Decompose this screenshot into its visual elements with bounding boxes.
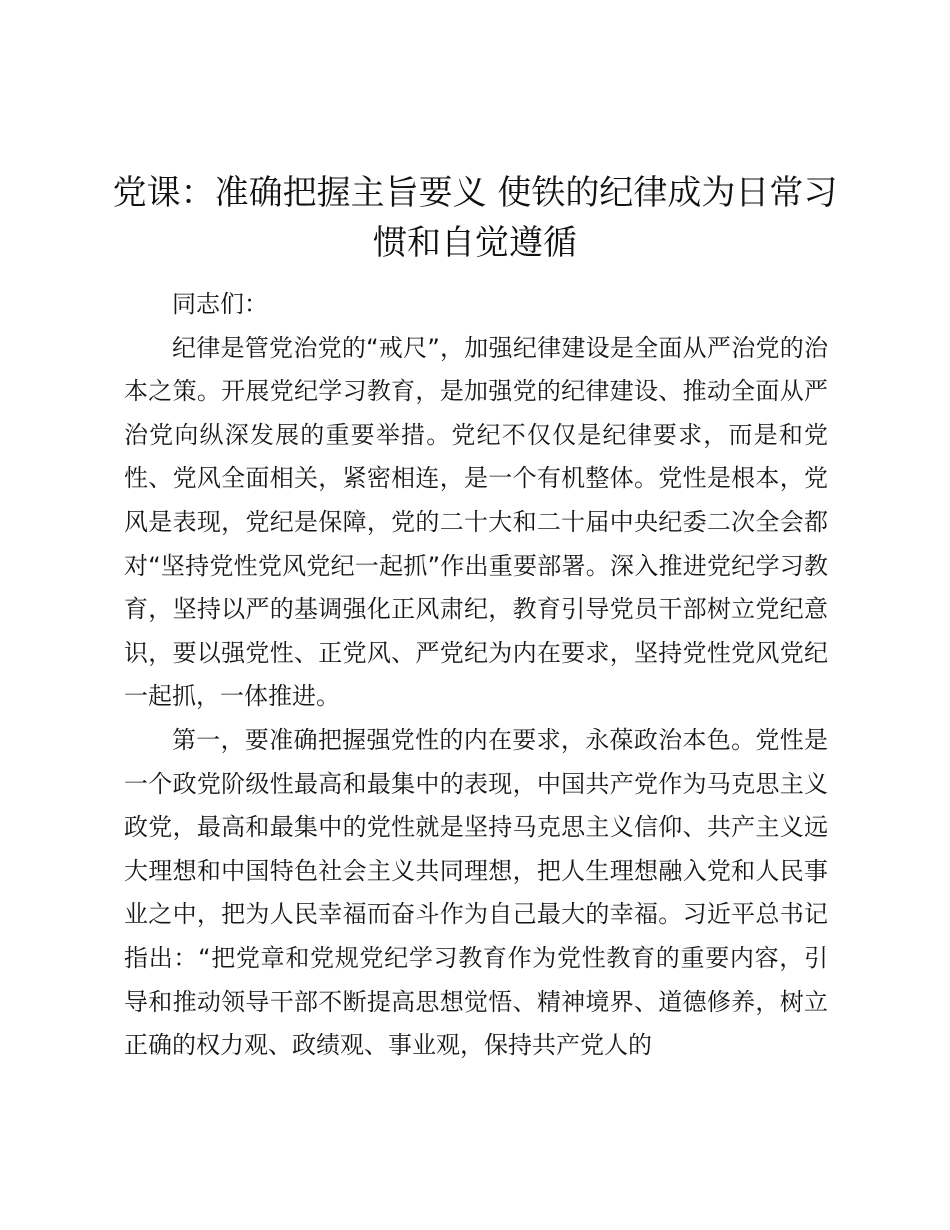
document-title: 党课：准确把握主旨要义 使铁的纪律成为日常习惯和自觉遵循: [112, 173, 838, 263]
salutation: 同志们：: [172, 290, 268, 318]
paragraph-first-point: 第一，要准确把握强党性的内在要求，永葆政治本色。党性是一个政党阶级性最高和最集中的表现，中国共产党作为马克思主义政党，最高和最集中的党性就是坚持马克思主义信仰、共产主义远大理想和中国特色社会主义共同理想，把人生理想融入党和人民事业之中，把为人民幸福而奋斗作为自己最大的幸福。习近平总书记指出：“把党章和党规党纪学习教育作为党性教育的重要内容，引导和推动领导干部不断提高思想觉悟、精神境界、道德修养，树立正确的权力观、政绩观、事业观，保持共产党人的: [124, 725, 828, 1060]
paragraph-intro: 纪律是管党治党的“戒尺”，加强纪律建设是全面从严治党的治本之策。开展党纪学习教育，是加强党的纪律建设、推动全面从严治党向纵深发展的重要举措。党纪不仅仅是纪律要求，而是和党性、党风全面相关，紧密相连，是一个有机整体。党性是根本，党风是表现，党纪是保障，党的二十大和二十届中央纪委二次全会都对“坚持党性党风党纪一起抓”作出重要部署。深入推进党纪学习教育，坚持以严的基调强化正风肃纪，教育引导党员干部树立党纪意识，要以强党性、正党风、严党纪为内在要求，坚持党性党风党纪一起抓，一体推进。: [124, 333, 828, 711]
document-body: [124, 283, 828, 1068]
